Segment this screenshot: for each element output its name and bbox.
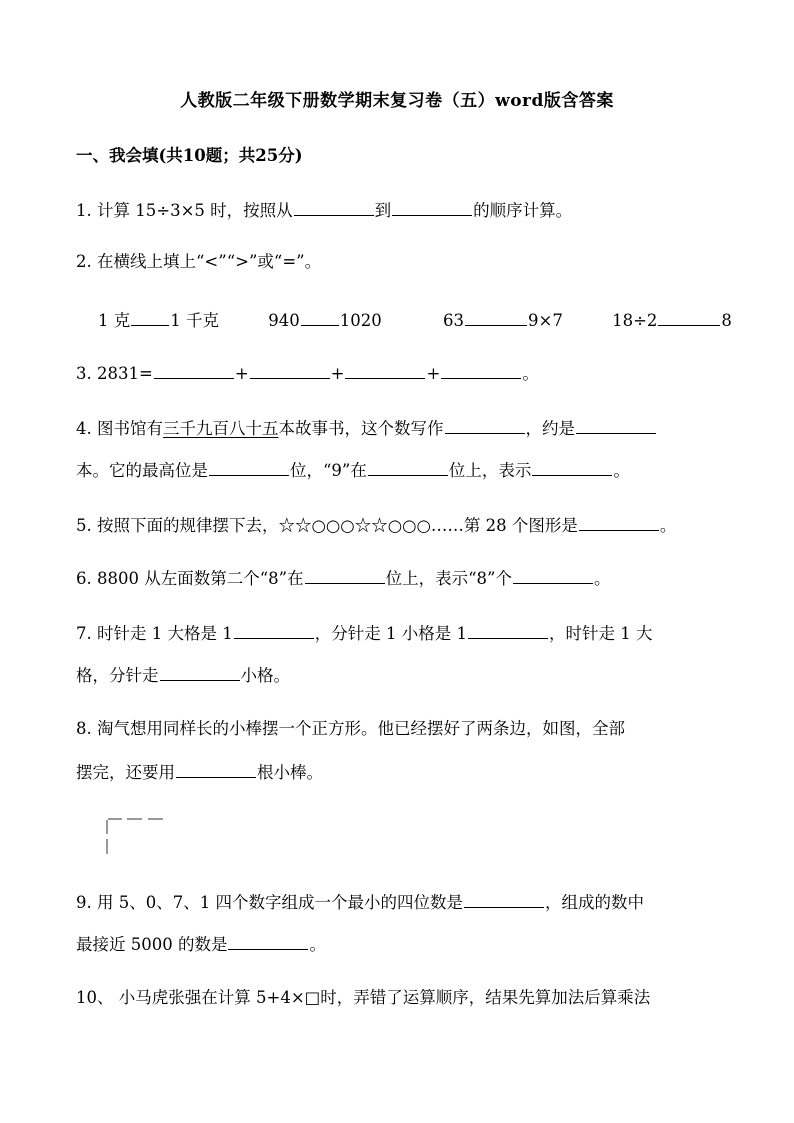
question-text: 2831= xyxy=(97,364,153,383)
question-4: 4. 图书馆有三千九百八十五本故事书，这个数写作 ，约是 xyxy=(76,416,657,440)
question-7-continued: 格，分针走 小格。 xyxy=(76,663,290,687)
question-number: 3. xyxy=(76,364,92,383)
question-number: 8. xyxy=(76,719,92,738)
underlined-number-words: 三千九百八十五 xyxy=(163,419,279,438)
comparison-item: 1 克 1 千克 xyxy=(98,307,219,331)
question-number: 9. xyxy=(76,893,92,912)
question-10 xyxy=(76,987,650,1009)
question-text: 计算 15÷3×5 时，按照从 xyxy=(97,201,293,220)
question-text: 淘气想用同样长的小棒摆一个正方形。他已经摆好了两条边，如图，全部 xyxy=(97,719,625,738)
answer-blank[interactable] xyxy=(576,416,656,434)
question-6: 6. 8800 从左面数第二个“8”在 位上，表示“8”个 。 xyxy=(76,566,610,590)
question-number: 2. xyxy=(76,252,92,271)
answer-blank[interactable] xyxy=(464,890,544,908)
question-5: 5. 按照下面的规律摆下去，☆☆○○○☆☆○○○……第 28 个图形是 。 xyxy=(76,513,676,537)
question-8 xyxy=(76,718,625,740)
question-number: 6. xyxy=(76,569,92,588)
question-number: 5. xyxy=(76,516,92,535)
answer-blank[interactable] xyxy=(513,566,593,584)
question-text: 在横线上填上“<”“>”或“=”。 xyxy=(97,252,322,271)
question-text: 时针走 1 大格是 1 xyxy=(97,624,233,643)
question-text: 8800 从左面数第二个“8”在 xyxy=(97,569,304,588)
question-text: 的顺序计算。 xyxy=(473,201,573,220)
question-2 xyxy=(76,251,321,273)
answer-blank[interactable] xyxy=(305,566,385,584)
question-text: 图书馆有 xyxy=(97,419,163,438)
question-text: 到 xyxy=(374,201,392,220)
question-text: 按照下面的规律摆下去，☆☆○○○☆☆○○○……第 28 个图形是 xyxy=(97,516,578,535)
answer-blank[interactable] xyxy=(579,513,659,531)
answer-blank[interactable] xyxy=(392,198,472,216)
comparison-row xyxy=(98,307,732,331)
answer-blank[interactable] xyxy=(160,663,240,681)
answer-blank[interactable] xyxy=(154,361,234,379)
section-heading: 一、我会填(共10题；共25分) xyxy=(76,146,303,165)
comparison-item: 18÷2 8 xyxy=(612,308,732,330)
answer-blank[interactable] xyxy=(368,458,448,476)
question-number: 1. xyxy=(76,201,92,220)
question-9: 9. 用 5、0、7、1 四个数字组成一个最小的四位数是 ，组成的数中 xyxy=(76,890,644,914)
document-title: 人教版二年级下册数学期末复习卷（五）word版含答案 xyxy=(180,91,614,111)
answer-blank[interactable] xyxy=(445,416,525,434)
answer-blank[interactable] xyxy=(465,308,527,326)
answer-blank[interactable] xyxy=(176,760,256,778)
question-text: 小马虎张强在计算 5+4×□时，弄错了运算顺序，结果先算加法后算乘法 xyxy=(118,988,651,1007)
question-1 xyxy=(76,198,572,222)
answer-blank[interactable] xyxy=(658,308,720,326)
comparison-item: 63 9×7 xyxy=(443,308,563,330)
comparison-item: 940 1020 xyxy=(268,308,382,330)
answer-blank[interactable] xyxy=(468,621,548,639)
answer-blank[interactable] xyxy=(228,932,308,950)
sticks-figure xyxy=(100,814,170,856)
question-number: 10、 xyxy=(76,988,114,1007)
question-number: 4. xyxy=(76,419,92,438)
question-9-continued: 最接近 5000 的数是 。 xyxy=(76,932,326,956)
answer-blank[interactable] xyxy=(234,621,314,639)
answer-blank[interactable] xyxy=(345,361,425,379)
answer-blank[interactable] xyxy=(441,361,521,379)
answer-blank[interactable] xyxy=(294,198,374,216)
question-4-continued: 本。它的最高位是 位，“9”在 位上，表示 。 xyxy=(76,458,630,482)
answer-blank[interactable] xyxy=(532,458,612,476)
question-number: 7. xyxy=(76,624,92,643)
answer-blank[interactable] xyxy=(250,361,330,379)
answer-blank[interactable] xyxy=(131,308,169,326)
question-7: 7. 时针走 1 大格是 1 ，分针走 1 小格是 1 ，时针走 1 大 xyxy=(76,621,652,645)
question-8-continued: 摆完，还要用 根小棒。 xyxy=(76,760,323,784)
question-3: 3. 2831= + + + 。 xyxy=(76,361,539,385)
question-text: 用 5、0、7、1 四个数字组成一个最小的四位数是 xyxy=(97,893,463,912)
answer-blank[interactable] xyxy=(209,458,289,476)
answer-blank[interactable] xyxy=(301,308,339,326)
